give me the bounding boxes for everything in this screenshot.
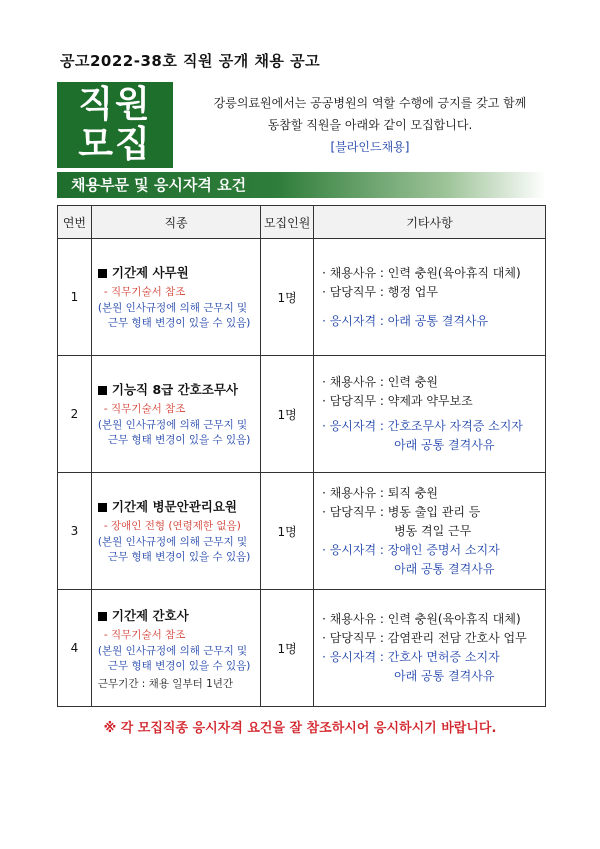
row-no: 4 (58, 590, 92, 707)
job-note: (본원 인사규정에 의해 근무지 및 근무 형태 변경이 있을 수 있음) (97, 302, 251, 329)
section-title: 채용부문 및 응시자격 요건 (57, 172, 546, 198)
detail-qualification: · 응시자격 : 아래 공통 결격사유 (322, 313, 489, 328)
recruit-count: 1명 (261, 239, 314, 356)
details-cell (314, 590, 546, 707)
detail-reason: · 채용사유 : 인력 충원(육아휴직 대체) (322, 612, 521, 626)
logo-line-1: 직원 (78, 84, 152, 125)
work-period: 근무기간 : 채용 일부터 1년간 (97, 677, 234, 690)
header-count: 모집인원 (261, 206, 314, 239)
table-row (58, 590, 546, 707)
detail-qualification: · 응시자격 : 간호사 면허증 소지자 (322, 650, 500, 664)
job-reference: - 직무기술서 참조 (103, 628, 186, 641)
job-note: (본원 인사규정에 의해 근무지 및 근무 형태 변경이 있을 수 있음) (97, 419, 251, 446)
details-cell (314, 356, 546, 473)
jobs-table (57, 205, 546, 707)
job-cell (91, 239, 260, 356)
blind-recruitment-tag: [블라인드채용] (330, 140, 410, 154)
intro-line-2: 동참할 직원을 아래와 같이 모집합니다. (267, 118, 473, 132)
square-bullet-icon (98, 612, 107, 621)
job-reference: - 장애인 전형 (연령제한 없음) (103, 520, 241, 532)
job-title: 기능직 8급 간호조무사 (98, 380, 260, 398)
detail-duty: · 담당직무 : 행정 업무 (322, 284, 438, 299)
detail-reason: · 채용사유 : 인력 충원(육아휴직 대체) (322, 265, 521, 280)
job-cell (91, 473, 260, 590)
detail-reason: · 채용사유 : 인력 충원 (322, 375, 438, 389)
row-no: 2 (58, 356, 92, 473)
header-no: 연번 (58, 206, 92, 239)
row-no: 1 (58, 239, 92, 356)
job-title: 기간제 사무원 (98, 263, 260, 281)
header-job: 직종 (91, 206, 260, 239)
job-note: (본원 인사규정에 의해 근무지 및 근무 형태 변경이 있을 수 있음) (97, 644, 251, 672)
table-row (58, 239, 546, 356)
job-note: (본원 인사규정에 의해 근무지 및 근무 형태 변경이 있을 수 있음) (97, 536, 251, 563)
recruit-count: 1명 (261, 590, 314, 707)
detail-reason: · 채용사유 : 퇴직 충원 (322, 485, 438, 500)
square-bullet-icon (98, 386, 107, 395)
recruit-count: 1명 (261, 356, 314, 473)
row-no: 3 (58, 473, 92, 590)
document-title: 공고2022-38호 직원 공개 채용 공고 (60, 52, 321, 70)
table-row (58, 356, 546, 473)
table-header-row (58, 206, 546, 239)
detail-duty: · 담당직무 : 감염관리 전담 간호사 업무 (322, 631, 527, 645)
footer-notice: ※ 각 모집직종 응시자격 요건을 잘 참조하시어 응시하시기 바랍니다. (103, 721, 497, 736)
detail-qualification: · 응시자격 : 간호조무사 자격증 소지자 (322, 419, 523, 433)
detail-qualification-common: 아래 공통 결격사유 (394, 561, 495, 576)
job-title: 기간제 병문안관리요원 (98, 497, 260, 515)
detail-qualification-common: 아래 공통 결격사유 (394, 669, 495, 683)
detail-duty: · 담당직무 : 병동 출입 관리 등 (322, 504, 481, 519)
intro-text (180, 92, 560, 158)
square-bullet-icon (98, 269, 107, 278)
job-reference: - 직무기술서 참조 (103, 403, 186, 415)
table-row (58, 473, 546, 590)
job-cell (91, 590, 260, 707)
job-cell (91, 356, 260, 473)
detail-qualification-common: 아래 공통 결격사유 (394, 438, 495, 452)
intro-line-1: 강릉의료원에서는 공공병원의 역할 수행에 긍지를 갖고 함께 (213, 96, 527, 110)
detail-qualification: · 응시자격 : 장애인 증명서 소지자 (322, 542, 500, 557)
details-cell (314, 473, 546, 590)
header-etc: 기타사항 (314, 206, 546, 239)
square-bullet-icon (98, 503, 107, 512)
detail-duty-extra: 병동 격일 근무 (394, 523, 472, 538)
detail-duty: · 담당직무 : 약제과 약무보조 (322, 394, 473, 408)
job-title: 기간제 간호사 (98, 606, 260, 624)
recruitment-logo (57, 82, 173, 168)
recruit-count: 1명 (261, 473, 314, 590)
details-cell (314, 239, 546, 356)
job-reference: - 직무기술서 참조 (103, 286, 186, 298)
logo-line-2: 모집 (78, 124, 152, 165)
